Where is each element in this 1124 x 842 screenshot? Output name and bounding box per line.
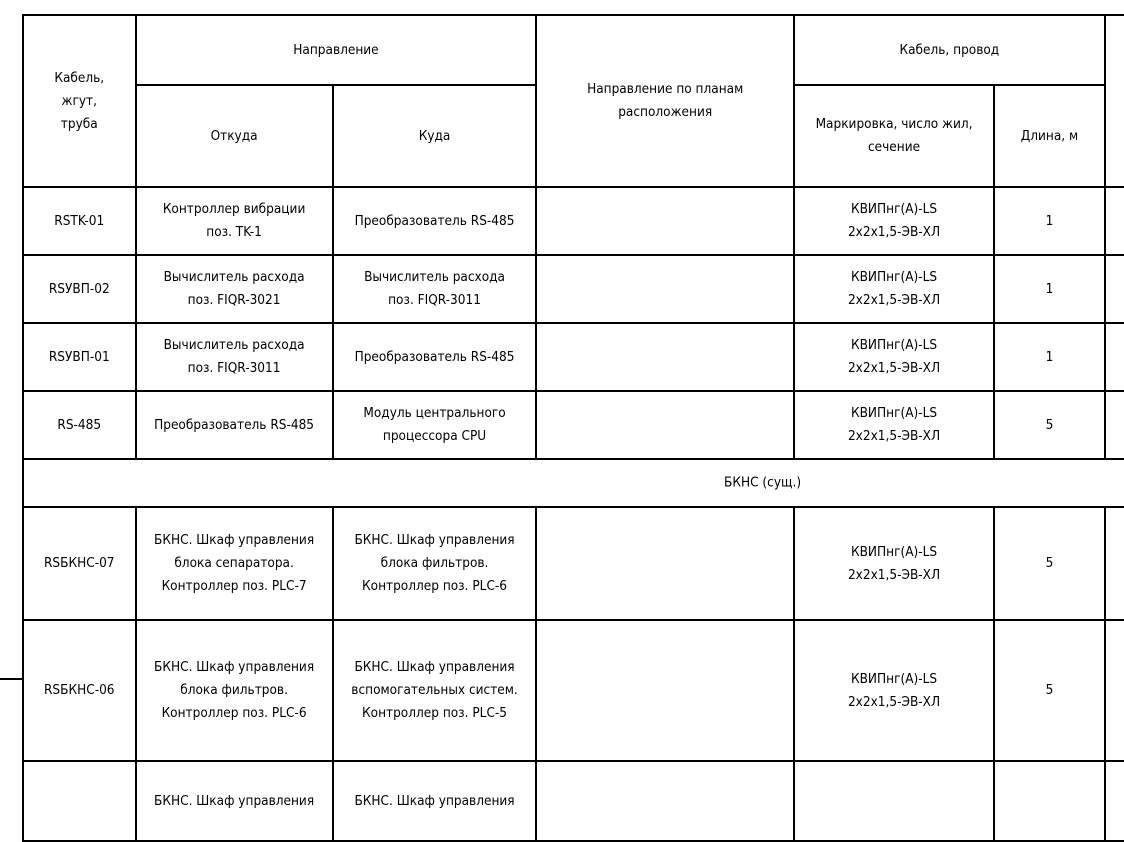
cell-to bbox=[333, 255, 537, 323]
cell-from-line: поз. FIQR-3021 bbox=[187, 292, 281, 308]
cell-marking-line: 2х2х1,5-ЭВ-ХЛ bbox=[847, 292, 941, 308]
cell-extra bbox=[1105, 187, 1124, 255]
cell-from bbox=[136, 391, 333, 459]
cell-cable bbox=[23, 761, 136, 841]
cell-to bbox=[333, 391, 537, 459]
header-cable-wire: Кабель, провод bbox=[794, 15, 1105, 85]
header-row-1 bbox=[23, 15, 1124, 85]
table-row bbox=[23, 187, 1124, 255]
header-extra bbox=[1105, 15, 1124, 187]
cell-length bbox=[994, 761, 1105, 841]
cell-marking-line: 2х2х1,5-ЭВ-ХЛ bbox=[847, 566, 941, 583]
cell-length: 1 bbox=[994, 323, 1105, 391]
cell-plan bbox=[536, 507, 794, 620]
header-to: Куда bbox=[333, 85, 537, 187]
cell-marking-line: КВИПнг(А)-LS bbox=[850, 269, 938, 285]
header-cable-label: Кабель, жгут, труба bbox=[54, 69, 105, 132]
margin-tick bbox=[0, 678, 22, 680]
cell-from bbox=[136, 323, 333, 391]
cell-marking-line: КВИПнг(А)-LS bbox=[850, 337, 938, 353]
cell-to-line: вспомогательных систем. bbox=[351, 682, 518, 698]
cell-plan bbox=[536, 391, 794, 459]
cell-to-line: Преобразователь RS-485 bbox=[354, 212, 515, 229]
cell-to-line: процессора CPU bbox=[382, 428, 487, 444]
cell-from-line: Контроллер поз. PLC-6 bbox=[161, 705, 307, 721]
header-from: Откуда bbox=[136, 85, 333, 187]
header-length: Длина, м bbox=[994, 85, 1105, 187]
cell-plan bbox=[536, 323, 794, 391]
cell-marking-line: 2х2х1,5-ЭВ-ХЛ bbox=[847, 428, 941, 444]
cell-plan bbox=[536, 761, 794, 841]
cell-cable: RSУВП-02 bbox=[23, 255, 136, 323]
cell-from-line: Преобразователь RS-485 bbox=[154, 416, 315, 433]
cell-cable: RS-485 bbox=[23, 391, 136, 459]
cell-extra bbox=[1105, 761, 1124, 841]
cell-to-line: блока фильтров. bbox=[380, 555, 489, 571]
cell-length: 5 bbox=[994, 620, 1105, 761]
cell-to-line: БКНС. Шкаф управления bbox=[354, 659, 515, 675]
section-title: БКНС (сущ.) bbox=[724, 474, 802, 491]
cell-from bbox=[136, 620, 333, 761]
cell-cable: RSБКНС-07 bbox=[23, 507, 136, 620]
cell-to-line: Контроллер поз. PLC-6 bbox=[362, 578, 508, 594]
cell-length: 1 bbox=[994, 187, 1105, 255]
cell-from bbox=[136, 255, 333, 323]
cell-marking bbox=[794, 255, 994, 323]
cell-marking bbox=[794, 761, 994, 841]
cell-cable: RSУВП-01 bbox=[23, 323, 136, 391]
cell-length: 5 bbox=[994, 391, 1105, 459]
cell-extra bbox=[1105, 323, 1124, 391]
cell-from: БКНС. Шкаф управления bbox=[136, 761, 333, 841]
cell-cable: RSTK-01 bbox=[23, 187, 136, 255]
cell-marking bbox=[794, 323, 994, 391]
cell-from-line: Контроллер вибрации bbox=[162, 201, 306, 217]
cell-to-line: Контроллер поз. PLC-5 bbox=[362, 705, 508, 721]
cell-from-line: БКНС. Шкаф управления bbox=[154, 532, 315, 548]
cell-extra bbox=[1105, 507, 1124, 620]
cell-from bbox=[136, 187, 333, 255]
cell-marking-line: 2х2х1,5-ЭВ-ХЛ bbox=[847, 693, 941, 710]
header-plan bbox=[536, 15, 794, 187]
header-plan-label: Направление по планам расположения bbox=[587, 81, 744, 120]
cell-from-line: поз. FIQR-3011 bbox=[187, 360, 281, 376]
cell-from-line: Вычислитель расхода bbox=[163, 337, 305, 353]
cell-to bbox=[333, 507, 537, 620]
header-marking-label: Маркировка, число жил, сечение bbox=[815, 116, 973, 155]
cell-to-line: Модуль центрального bbox=[363, 405, 506, 421]
table-row bbox=[23, 507, 1124, 620]
cell-from-line: Контроллер поз. PLC-7 bbox=[161, 578, 307, 594]
cell-marking bbox=[794, 620, 994, 761]
cell-to-line: БКНС. Шкаф управления bbox=[354, 532, 515, 548]
cell-marking-line: 2х2х1,5-ЭВ-ХЛ bbox=[847, 360, 941, 376]
table-row bbox=[23, 323, 1124, 391]
cell-from-line: Вычислитель расхода bbox=[163, 269, 305, 285]
table-row bbox=[23, 391, 1124, 459]
header-direction: Направление bbox=[136, 15, 537, 85]
cell-from-line: поз. TK-1 bbox=[206, 224, 262, 240]
cell-to-line: Преобразователь RS-485 bbox=[354, 348, 515, 365]
cell-marking-line: 2х2х1,5-ЭВ-ХЛ bbox=[847, 224, 941, 240]
cell-marking-line: КВИПнг(А)-LS bbox=[850, 670, 938, 687]
table-row bbox=[23, 620, 1124, 761]
cell-from bbox=[136, 507, 333, 620]
table-row-cut bbox=[23, 761, 1124, 841]
cell-extra bbox=[1105, 391, 1124, 459]
cell-plan bbox=[536, 255, 794, 323]
cell-from-line: блока фильтров. bbox=[180, 682, 288, 698]
cell-to bbox=[333, 323, 537, 391]
cell-extra bbox=[1105, 620, 1124, 761]
cell-marking-line: КВИПнг(А)-LS bbox=[850, 405, 938, 421]
section-header-row bbox=[23, 459, 1124, 507]
cell-plan bbox=[536, 620, 794, 761]
cell-from-line: блока сепаратора. bbox=[174, 555, 294, 571]
header-marking bbox=[794, 85, 994, 187]
cell-marking bbox=[794, 507, 994, 620]
cell-to: БКНС. Шкаф управления bbox=[333, 761, 537, 841]
cell-length: 5 bbox=[994, 507, 1105, 620]
cell-plan bbox=[536, 187, 794, 255]
header-cable bbox=[23, 15, 136, 187]
cell-length: 1 bbox=[994, 255, 1105, 323]
cell-marking bbox=[794, 391, 994, 459]
cell-extra bbox=[1105, 255, 1124, 323]
cell-from-line: БКНС. Шкаф управления bbox=[154, 659, 315, 675]
cell-marking bbox=[794, 187, 994, 255]
cell-to-line: Вычислитель расхода bbox=[364, 269, 506, 285]
cable-journal-table bbox=[22, 14, 1124, 842]
cell-to bbox=[333, 620, 537, 761]
cell-marking-line: КВИПнг(А)-LS bbox=[850, 201, 938, 217]
cell-marking-line: КВИПнг(А)-LS bbox=[850, 543, 938, 560]
cell-to bbox=[333, 187, 537, 255]
cell-cable: RSБКНС-06 bbox=[23, 620, 136, 761]
table-row bbox=[23, 255, 1124, 323]
cell-to-line: поз. FIQR-3011 bbox=[388, 292, 481, 308]
section-title-cell bbox=[23, 459, 1124, 507]
